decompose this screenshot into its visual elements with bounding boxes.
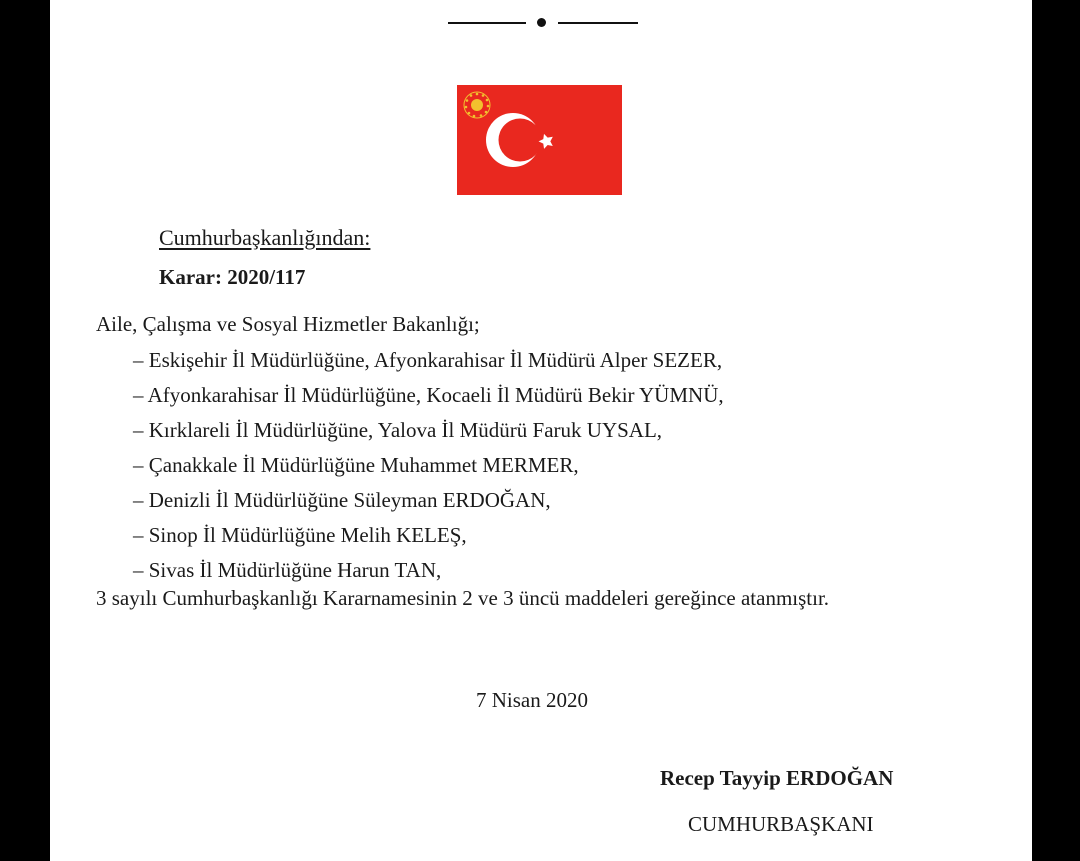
closing-sentence: 3 sayılı Cumhurbaşkanlığı Kararnamesinin 2 ve 3 üncü maddeleri gereğince atanmıştır. [96,586,830,610]
signer-title: CUMHURBAŞKANI [688,812,874,836]
decision-date: 7 Nisan 2020 [476,688,588,712]
header-divider [448,15,638,29]
turkish-flag-icon [457,85,622,195]
appointment-item: – Kırklareli İl Müdürlüğüne, Yalova İl Müdürü Faruk UYSAL, [133,418,663,442]
decision-number: Karar: 2020/117 [159,265,306,289]
divider-dot [537,18,546,27]
appointment-item: – Denizli İl Müdürlüğüne Süleyman ERDOĞAN, [133,488,551,512]
document-page [50,0,1032,861]
divider-line-left [448,22,526,24]
appointment-item: – Sinop İl Müdürlüğüne Melih KELEŞ, [133,523,467,547]
signer-name: Recep Tayyip ERDOĞAN [660,766,894,790]
appointment-item: – Çanakkale İl Müdürlüğüne Muhammet MERMER, [133,453,579,477]
appointment-item: – Eskişehir İl Müdürlüğüne, Afyonkarahisar İl Müdürü Alper SEZER, [133,348,723,372]
issuing-office: Cumhurbaşkanlığından: [159,225,371,250]
appointment-item: – Sivas İl Müdürlüğüne Harun TAN, [133,558,442,582]
ministry-name: Aile, Çalışma ve Sosyal Hizmetler Bakanlığı; [96,312,480,336]
divider-line-right [558,22,638,24]
appointment-item: – Afyonkarahisar İl Müdürlüğüne, Kocaeli İl Müdürü Bekir YÜMNÜ, [133,383,724,407]
